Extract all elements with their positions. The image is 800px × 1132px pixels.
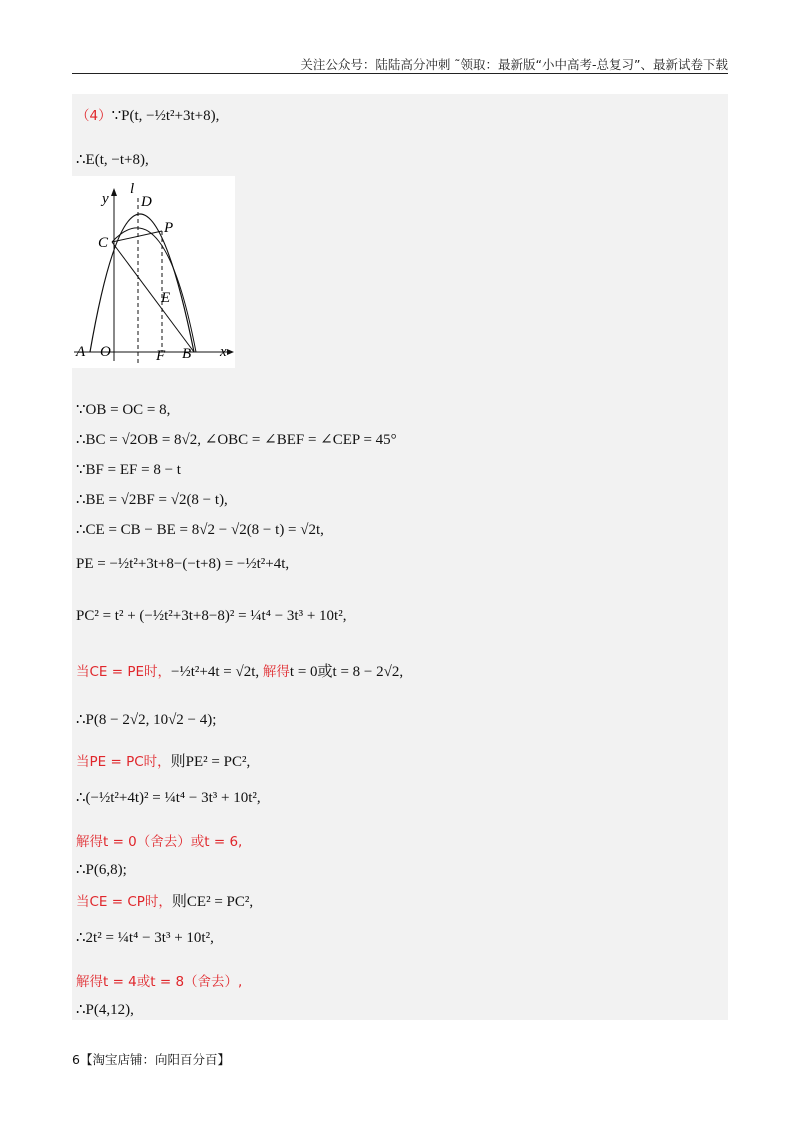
line-4: ∴BC = √2OB = 8√2, ∠OBC = ∠BEF = ∠CEP = 45° [76, 432, 397, 448]
line-9: PC² = t² + (−½t²+3t+8−8)² = ¼t⁴ − 3t³ + 10t², [76, 608, 347, 624]
line-5: ∵BF = EF = 8 − t [76, 462, 181, 478]
line-10: 当CE = PE时，−½t²+4t = √2t, 解得t = 0或t = 8 − 2√2, [76, 664, 404, 680]
line-16: 当CE = CP时，则CE² = PC², [76, 894, 254, 910]
line-12: 当PE = PC时，则PE² = PC², [76, 754, 251, 770]
x-axis-arrow [227, 349, 234, 355]
y-axis-arrow [111, 188, 117, 196]
label-x: x [220, 344, 227, 360]
label-o: O [100, 344, 111, 360]
line-7: ∴CE = CB − BE = 8√2 − √2(8 − t) = √2t, [76, 522, 324, 538]
page-header [72, 55, 728, 74]
line-15: ∴P(6,8); [76, 862, 127, 878]
label-e: E [161, 290, 171, 306]
line-17: ∴2t² = ¼t⁴ − 3t³ + 10t², [76, 930, 214, 946]
label-d: D [141, 194, 152, 210]
line-3: ∵OB = OC = 8, [76, 402, 171, 418]
line-11: ∴P(8 − 2√2, 10√2 − 4); [76, 712, 217, 728]
line-14: 解得t = 0（舍去）或t = 6, [76, 834, 243, 850]
label-f: F [156, 348, 166, 364]
parabola-figure [72, 176, 235, 368]
line-8: PE = −½t²+3t+8−(−t+8) = −½t²+4t, [76, 556, 290, 572]
label-y: y [102, 191, 109, 207]
label-l: l [130, 181, 135, 197]
line-2: ∴E(t, −t+8), [76, 152, 149, 168]
label-a: A [76, 344, 86, 360]
line-1: （4）∵P(t, −½t²+3t+8), [76, 108, 220, 124]
footer-text: 6【淘宝店铺：向阳百分百】 [72, 1052, 230, 1067]
line-6: ∴BE = √2BF = √2(8 − t), [76, 492, 228, 508]
label-p: P [164, 220, 174, 236]
label-c: C [98, 235, 109, 251]
inner-curve [112, 228, 196, 352]
page-footer [72, 1050, 230, 1068]
line-13: ∴(−½t²+4t)² = ¼t⁴ − 3t³ + 10t², [76, 790, 261, 806]
label-b: B [182, 346, 192, 362]
parabola-diagram [72, 176, 235, 368]
line-18: 解得t = 4或t = 8（舍去）, [76, 974, 243, 990]
line-19: ∴P(4,12), [76, 1002, 134, 1018]
header-text: 关注公众号：陆陆高分冲刺 ˜领取：最新版“小中高考-总复习”、最新试卷下载 [300, 57, 728, 72]
